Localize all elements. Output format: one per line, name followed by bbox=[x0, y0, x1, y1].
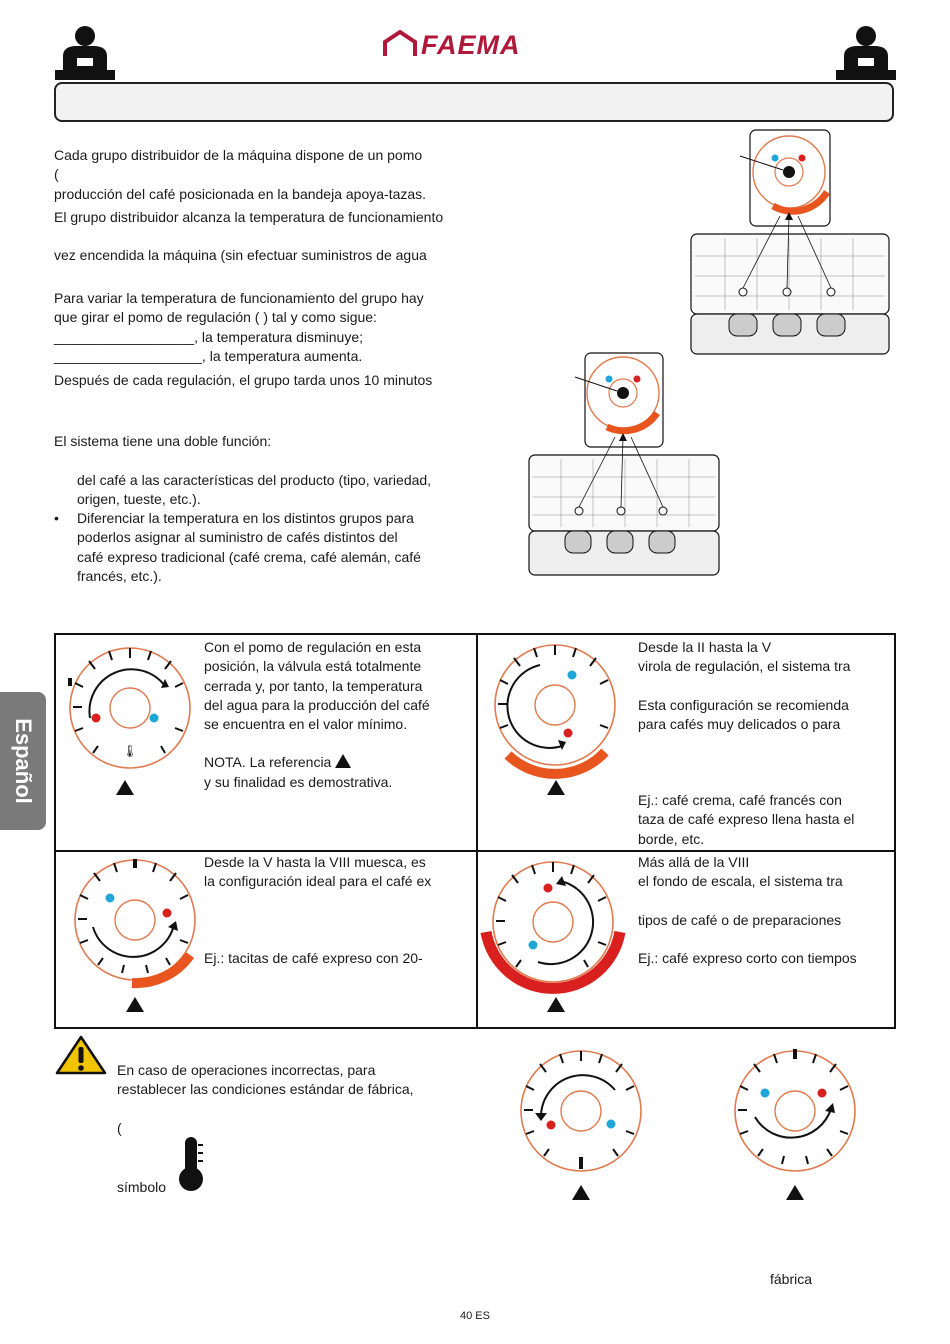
barista-icon bbox=[836, 22, 896, 80]
warning-icon bbox=[55, 1035, 107, 1075]
language-tab-label: Español bbox=[11, 718, 36, 804]
reference-marker-icon bbox=[547, 997, 565, 1012]
cell-1-text: Con el pomo de regulación en esta posición, la válvula está totalmente cerrada y, por tanto, la temperatura del agua para la producción del café se encuentra en el valor mínimo. NOTA. La referencia y su finalidad es demostrativa. bbox=[204, 639, 430, 790]
machine-3-group-illustration-compact bbox=[523, 351, 723, 581]
page-number: 40 ES bbox=[460, 1310, 490, 1322]
dial-maximum-range bbox=[478, 852, 628, 1002]
dial-minimum-position bbox=[65, 643, 195, 773]
reference-marker-icon bbox=[335, 754, 351, 768]
brand-name: FAEMA bbox=[421, 30, 521, 60]
bullet-1: del café a las características del producto (tipo, variedad, origen, tueste, etc.). bbox=[77, 472, 432, 508]
reference-marker-icon bbox=[116, 780, 134, 795]
section-banner bbox=[54, 82, 894, 122]
cell-4-text: Más allá de la VIII el fondo de escala, el sistema tra tipos de café o de preparaciones Ej.: café expreso corto con tiempos bbox=[638, 854, 857, 966]
language-tab[interactable] bbox=[0, 692, 46, 830]
intro-paragraph-3: Para variar la temperatura de funcionamiento del grupo hay que girar el pomo de regulación ( ) tal y como sigue: __________________, la temperatura disminuye; ___________________, la temperatura aumenta. bbox=[54, 290, 424, 364]
dial-factory-standard-position bbox=[729, 1045, 861, 1177]
factory-label: fábrica bbox=[770, 1271, 813, 1287]
thermometer-icon bbox=[176, 1135, 206, 1193]
reference-marker-icon bbox=[126, 997, 144, 1012]
cell-2-text: Desde la II hasta la V virola de regulación, el sistema tra Esta configuración se recomienda para cafés muy delicados o para Ej.: café crema, café francés con taza de café expreso llena hasta el borde, etc. bbox=[638, 639, 855, 847]
dial-ideal-range bbox=[70, 855, 200, 995]
cell-3-text: Desde la V hasta la VIII muesca, es la configuración ideal para el café ex Ej.: tacitas de café expreso con 20- bbox=[204, 854, 432, 966]
warning-text: En caso de operaciones incorrectas, para restablecer las condiciones estándar de fábrica, ( bbox=[117, 1062, 414, 1136]
intro-paragraph-1: Cada grupo distribuidor de la máquina dispone de un pomo ( producción del café posicionada en la bandeja apoya-tazas. bbox=[54, 147, 427, 202]
brand-logo bbox=[383, 28, 567, 60]
intro-paragraph-5: El sistema tiene una doble función: bbox=[54, 433, 272, 449]
thermometer-icon: 🌡 bbox=[122, 744, 138, 758]
reference-marker-icon bbox=[547, 780, 565, 795]
reference-marker-icon bbox=[786, 1185, 804, 1200]
dial-low-range bbox=[490, 640, 620, 780]
dial-factory-reset-counterclockwise bbox=[515, 1045, 647, 1177]
warning-symbol-label: símbolo bbox=[117, 1179, 167, 1195]
bullet-2: Diferenciar la temperatura en los distintos grupos para poderlos asignar al suministro de cafés distintos del café expreso tradicional (café crema, café alemán, café francés, etc.). bbox=[77, 510, 421, 584]
intro-paragraph-4: Después de cada regulación, el grupo tarda unos 10 minutos bbox=[54, 372, 433, 388]
reference-marker-icon bbox=[572, 1185, 590, 1200]
machine-3-group-illustration bbox=[685, 128, 895, 360]
barista-icon bbox=[55, 22, 115, 80]
bullet-marker: • bbox=[54, 510, 59, 526]
intro-paragraph-2: El grupo distribuidor alcanza la temperatura de funcionamiento vez encendida la máquina (sin efectuar suministros de agua bbox=[54, 209, 444, 264]
